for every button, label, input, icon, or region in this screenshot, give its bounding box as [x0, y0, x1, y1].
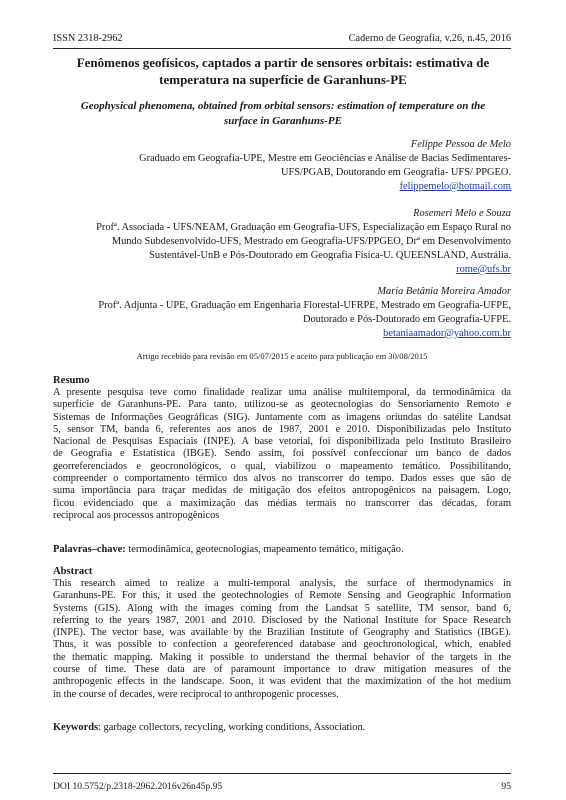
body-line: Nacional de Pesquisas Espaciais (INPE). A base vetorial, foi disponibilizada pelo Instituto Brasileiro	[53, 436, 511, 448]
footer-rule	[53, 773, 511, 774]
body-line: course of time. These data are of paramount importance to draw mitigation measures of the	[53, 664, 511, 676]
abstract-heading: Abstract	[53, 566, 93, 577]
issn: ISSN 2318-2962	[53, 33, 123, 44]
body-line: (INPE). The vector base, was available by the Brazilian Institute of Geography and Statistics (IBGE).	[53, 627, 511, 639]
keywords	[53, 722, 511, 733]
body-line: 5, sensor TM, banda 6, referentes aos anos de 1987, 2001 e 2010. Disponibilizadas pelo Instituto	[53, 423, 511, 435]
body-line: Sistemas de Informações Geográficas (SIG). Juntamente com as imagens oriundas do satélite Landsat	[53, 411, 511, 423]
journal-citation: Caderno de Geografia, v.26, n.45, 2016	[348, 33, 511, 44]
title-en-line: Geophysical phenomena, obtained from orbital sensors: estimation of temperature on the	[80, 100, 486, 112]
body-line: suma importância para traçar medidas de mitigação dos efeitos antropogênicos na paisagem. Logo,	[53, 485, 511, 497]
author-name: Felippe Pessoa de Melo	[410, 139, 511, 150]
author-block	[95, 138, 511, 194]
affiliation-line: Doutorado e Pós-Doutorado em Geografia-UFPE.	[302, 313, 511, 325]
body-line: Thus, it was possible to confection a georeferenced database and geochronological, which, enabled	[53, 639, 511, 651]
author-affiliation	[95, 299, 511, 327]
body-line: ficou evidenciado que a maximização das médias termais no transcorrer das décadas, foram	[53, 497, 511, 509]
abstract-body	[53, 578, 511, 701]
body-line: superfície de Garanhuns-PE. Para tanto, utilizou-se as geotecnologias do Sensoriamento Remoto e	[53, 399, 511, 411]
resumo-heading: Resumo	[53, 375, 90, 386]
affiliation-line: Profª. Associada - UFS/NEAM, Graduação em Geografia-UFS, Especialização em Espaço Rural no	[96, 221, 511, 233]
body-line: Garanhuns-PE. For this, it used the geotechnologies of Remote Sensing and Geographic Information	[53, 590, 511, 602]
author-email-link[interactable]: betaniaamador@yahoo.com.br	[383, 327, 511, 339]
author-block	[95, 285, 511, 341]
doi: DOI 10.5752/p.2318-2962.2016v26n45p.95	[53, 781, 223, 792]
header-rule	[53, 48, 511, 49]
resumo-body	[53, 387, 511, 522]
title-pt-line: Fenômenos geofísicos, captados a partir de sensores orbitais: estimativa de	[76, 55, 490, 70]
title-pt-line: temperatura na superfície de Garanhuns-PE	[159, 71, 407, 87]
keywords-label: Keywords	[53, 722, 99, 733]
body-line: A presente pesquisa teve como finalidade realizar uma análise multitemporal, da termodinâmica da	[53, 387, 511, 398]
palavras-chave-label: Palavras–chave:	[53, 544, 126, 555]
affiliation-line: Profª. Adjunta - UPE, Graduação em Engenharia Florestal-UFRPE, Mestrado em Geografia-UFPE,	[98, 299, 511, 311]
keywords-text: : garbage collectors, recycling, working conditions, Association.	[98, 722, 366, 733]
author-email-link[interactable]: felippemelo@hotmail.com	[399, 180, 511, 192]
affiliation-line: Sustentável-UnB e Pós-Doutorado em Geografia Física-U. QUEENSLAND, Austrália.	[149, 249, 511, 261]
title-en-line: surface in Garanhuns-PE	[224, 114, 342, 127]
affiliation-line: Mundo Subdesenvolvido-UFS, Mestrado em Geografia-UFS/PPGEO, Drª em Desenvolvimento	[111, 235, 511, 247]
affiliation-line: UFS/PGAB, Doutorando em Geografia- UFS/ PPGEO.	[280, 166, 511, 178]
body-line: georreferenciados e geocronológicos, o qual, viabilizou o mapeamento temático. Possibilitando,	[53, 460, 511, 472]
page-number: 95	[501, 781, 511, 792]
body-line: referring to the years 1987, 2001 and 2010. Disclosed by the National Institute for Space Research	[53, 614, 511, 626]
body-line: reciprocal aos processos antropogênicos	[53, 509, 220, 521]
body-line: compreender o comportamento térmico dos alvos no transcorrer do tempo. Dados esses que são de	[53, 473, 511, 485]
author-affiliation	[95, 221, 511, 263]
body-line: in the course of decades, were reciprocal to anthropogenic processes.	[53, 688, 339, 700]
author-name: Maria Betânia Moreira Amador	[377, 286, 511, 297]
body-line: de Geografia e Estatística (IBGE). Sendo assim, foi possível confeccionar um banco de dados	[53, 448, 511, 460]
title-portuguese	[60, 55, 506, 88]
running-header	[53, 33, 511, 47]
body-line: the thematic mapping. Making it possible to understand the thermal behavior of the targets in the	[53, 651, 511, 663]
body-line: This research aimed to realize a multi-temporal analysis, the surface of thermodynamics in	[53, 578, 511, 589]
author-email-link[interactable]: rome@ufs.br	[456, 263, 511, 275]
author-block	[95, 207, 511, 277]
body-line: anthropogenic effects in the landscape. Soon, it was evident that the maximization of the hot medium	[53, 676, 511, 688]
affiliation-line: Graduado em Geografia-UPE, Mestre em Geociências e Análise de Bacias Sedimentares-	[139, 152, 511, 164]
body-line: Systems (GIS). Along with the images coming from the Landsat 5 satellite, TM sensor, band 6,	[53, 602, 511, 614]
author-affiliation	[95, 152, 511, 180]
received-note: Artigo recebido para revisão em 05/07/2015 e aceito para publicação em 30/08/2015	[136, 351, 428, 361]
palavras-chave	[53, 544, 511, 555]
title-english	[60, 99, 506, 128]
author-name: Rosemeri Melo e Souza	[413, 208, 511, 219]
palavras-chave-text: termodinâmica, geotecnologias, mapeamento temático, mitigação.	[125, 544, 404, 555]
